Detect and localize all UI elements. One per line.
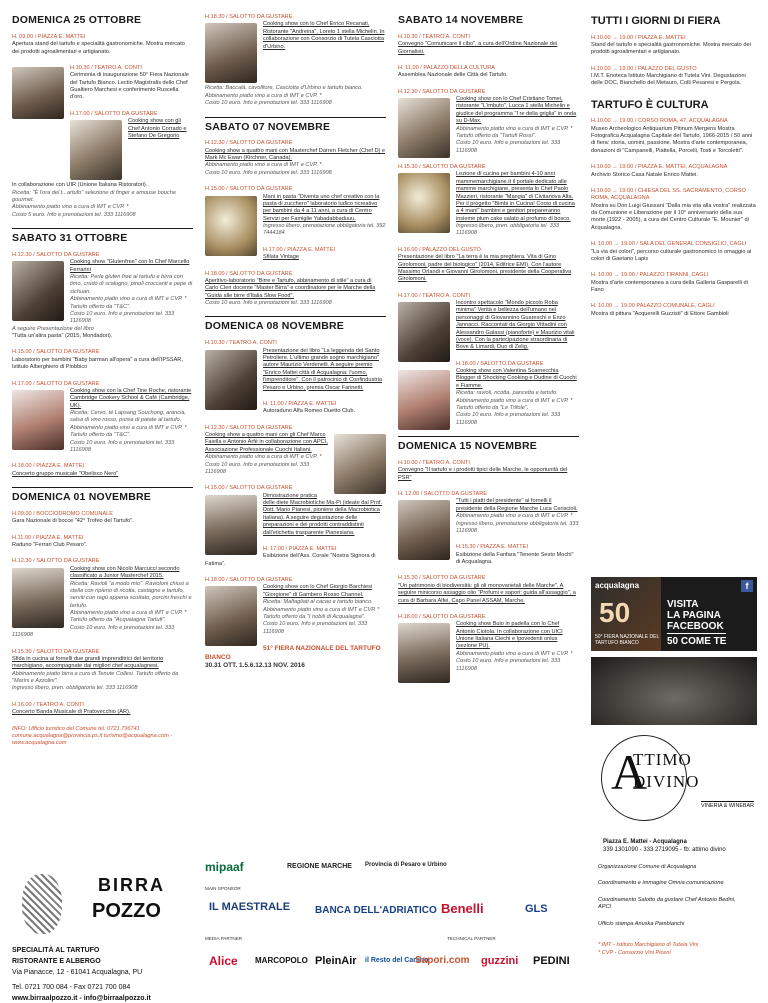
logo-letter: A	[611, 744, 648, 800]
credit-line: Coordinamento Salotto da gustare Chef Antonio Bedini, APCI	[598, 896, 736, 911]
credit-line: Coordinamento e immagine Omnia comunicazione	[598, 880, 724, 887]
carlino-logo: il Resto del Carlino	[365, 957, 429, 964]
event-text: Sfida in cucina ai fornelli due grandi imprenditrici del territorio marchigiano, accompagnate dai migliori chef acqualagnesi.	[12, 655, 164, 670]
legend	[598, 942, 748, 957]
banner-subtitle: 50° FIERA NAZIONALE DEL TARTUFO BIANCO	[595, 633, 660, 647]
day-heading: DOMENICA 08 NOVEMBRE	[205, 316, 386, 334]
event-time: H.10.30 / TEATRO A. CONTI	[70, 64, 142, 71]
info-contacts: INFO: Ufficio turistico del Comune tel. 0721.796741 comune.acqualagna@provincia.ps.it turismo@acqualagna.com - www.acqualagna.com	[12, 725, 173, 747]
logo-tagline: VINERIA & WINEBAR	[701, 803, 755, 809]
event-pairing: Abbinamento piatto vino a cura di IMT e CVP. * Tartufo offerto da "I nobili di Acqualagna".	[263, 606, 380, 620]
event	[205, 8, 386, 108]
ad-address	[603, 839, 726, 855]
event	[12, 702, 193, 717]
banca-adriatico-logo: BANCA DELL'ADRIATICO	[315, 905, 437, 916]
event-pairing: Abbinamento piatto vino a cura di IMT e CVP. *	[456, 650, 573, 657]
event-cost: Ingresso libero, prenotazione obbligatoria tel. 333 1116908	[456, 520, 579, 534]
section-label: MEDIA PARTNER	[205, 936, 243, 941]
event-text: Mani in pasta "Diventa uno chef creativo con la pasta di zucchero" laboratorio ludico ricreativo per bambini da 4 a 11 anni, a cura di Centro Servizi per Famiglie Yabadabbaduuu.	[263, 193, 380, 222]
event-text: Assemblea Nazionale delle Città del Tartufo.	[398, 72, 508, 79]
event-book: "Tutta un'altra pasta" (2015, Mondadori).	[12, 333, 113, 340]
event-recipe: Ricetta: Ravioli "a modo mio". Ravioloni chiusi a stella con ripieno di ricotta, castagne e tartufo, serviti con ragù appena scottato, porcini freschi e tartufo.	[70, 580, 192, 609]
event-pairing: Abbinamento piatto vino a cura di IMT e CVP. *	[205, 162, 322, 169]
event	[205, 577, 386, 636]
event-cost: Costo 10 euro. Info e prenotazioni tel. 333 1116908	[70, 310, 175, 325]
event	[398, 293, 579, 352]
event-time: H.10.00 / TEATRO A. CONTI	[398, 459, 470, 466]
event	[591, 241, 757, 263]
event	[398, 575, 579, 605]
event-text: Cooking show con la Chef Tine Roche, ristorante Cambridge Cookery School & Café (Cambridge, UK).	[70, 387, 192, 409]
event-pairing: Abbinamento piatto vino a cura di IMT e CVP. * Tartufo offerto da "T&C".	[70, 424, 187, 439]
hop-icon	[22, 874, 62, 934]
event-text: Gara Nazionale di bocce "42° Trofeo del Tartufo".	[12, 518, 134, 525]
legend-line: * IMT - Istituto Marchigiano di Tutela Vini	[598, 942, 699, 948]
event-time: H.12.30 / SALOTTO DA GUSTARE	[205, 424, 293, 431]
event-time: H.10.00 → 19.00 / PIAZZA E. MATTEI, ACQUALAGNA	[591, 164, 728, 171]
event-pairing: Abbinamento piatto vino a cura di IMT e CVP. * Tartufo offerto da "Acqualagna Tartufi".	[70, 610, 187, 624]
banner-image	[591, 577, 661, 651]
event-cost: Costo 10 euro. Info e prenotazioni tel. 333 1116908	[70, 439, 175, 453]
event-time: H. 11.00 / PALAZZO DELLA CULTURA	[398, 64, 495, 71]
event	[398, 164, 579, 238]
food-photo	[205, 495, 257, 555]
event	[591, 188, 757, 232]
event-text: Cooking show con Nicolò Marcucci secondo classificato a Junior Masterchef 2015.	[70, 565, 180, 580]
author-photo	[205, 350, 257, 410]
chef-photo	[70, 120, 122, 180]
event-text: Esibizione della Fanfara "Tenente Sesto Mochi" di Acqualagna.	[456, 551, 574, 566]
event	[398, 361, 579, 427]
event-text: Sfilata Vintage	[263, 254, 299, 261]
event	[591, 272, 757, 294]
event-text: Esibizione dell'Ass. Corale "Nostra Signora di Fatima".	[205, 553, 376, 567]
event	[398, 89, 579, 155]
event	[591, 66, 757, 88]
event-text: Presentazione del libro "La leggenda del Santo Petroliere. L'ultimo grande sogno marchigiano" autore Maurizio Verdenelli. A seguire premio "Enrico Mattei città di Acqualagna: l'uomo, l'imprenditore". Con il patrocinio di Confindustria Pesaro e Urbino, premia Oscar Farinetti.	[263, 347, 383, 391]
event	[205, 186, 386, 238]
event	[205, 340, 386, 392]
event-pairing: Abbinamento piatto vino a cura di IMT e CVP. *	[456, 513, 573, 520]
day-heading: DOMENICA 15 NOVEMBRE	[398, 436, 579, 454]
event-pairing: Abbinamento piatto birra a cura di Tenute Collesi. Tartufo offerto da "Marini e Azzolini".	[12, 670, 179, 685]
event-text: Cooking show "Glutenfree" con lo Chef Marcello Ferrarini	[70, 259, 190, 273]
event-recipe: Ricetta: Maltagliati al cacao e tartufo bianco.	[263, 599, 373, 606]
event-time: H.16.00 / PALAZZO DEL GUSTO	[398, 246, 481, 253]
event-time: H.15.30 / PIAZZA E. MATTEI	[456, 544, 529, 551]
event-time: H.12.30 / SALOTTO DA GUSTARE	[398, 88, 486, 95]
legend-line: * CVP - Consorzio Vini Piceni	[598, 949, 671, 956]
event-text: "La via dei colori", percorso culturale gastronomico in omaggio ai colori di Gaetano Lapis	[591, 248, 752, 262]
pleinair-logo: PleinAir	[315, 955, 357, 967]
event	[591, 303, 757, 318]
credit-line: Organizzazione Comune di Acqualagna	[598, 864, 697, 870]
event-time: H.15.00 / SALOTTO DA GUSTARE	[205, 485, 293, 492]
event-text: Archivio Storico Casa Natale Enrico Mattei.	[591, 171, 698, 178]
event	[205, 425, 386, 477]
event-time: H.18.30 / SALOTTO DA GUSTARE	[205, 14, 293, 20]
column-4	[591, 8, 757, 327]
event-text: "Tutti i piatti del presidente" ai fornelli il presidente della Regione Marche Luca Ceriscioli.	[456, 498, 578, 512]
event	[398, 34, 579, 56]
event-time: H. 11.00 / PIAZZA E. MATTEI	[263, 400, 337, 407]
pedini-logo: PEDINI	[533, 955, 570, 967]
event-time: H.10.00 → 19.00 / PALAZZO DEL GUSTO	[591, 65, 697, 72]
event-recipe: Ricetta: Cervo, té Lapsang Souchong, arancia, salsa di vino rosso, purea di patate al tartufo.	[70, 410, 186, 424]
event-time: H.15.30 / SALOTTO DA GUSTARE	[398, 164, 486, 171]
event-text: Aperitivo-laboratorio "Birre e Tartufo, abbinamento di stile" a cura di Carlo Cleri docente "Master Birra" e coordinatore per le Marche della "Guida alle birre d'Italia Slow Food".	[205, 277, 376, 299]
event-text: Incontro spettacolo "Mondo piccolo Roba minima" Verità e bellezza dell'umano nei personaggi di Giovannino Guareschi e Enzo Jannacci. Raccontati da Giorgio Vittadini con Alessandro Galassi (pianoforte) e Maurizio vitali (voce). Con la partecipazione straordinaria di Bove & Limardi, Duo di Zelig.	[456, 300, 575, 351]
banner-line: FACEBOOK	[667, 621, 724, 632]
event-cost: Costo 10 euro. Info e prenotazioni tel. 333 1116908	[205, 169, 332, 176]
event	[12, 511, 193, 526]
section-heading: TARTUFO È CULTURA	[591, 98, 709, 111]
banner-line: VISITA	[667, 599, 699, 610]
event-text: I.M.T. Enoteca Istituto Marchigiano di Tutela Vini. Degustazioni delle DOC, Bianchello del Metauro, Colli Pesaresi e Pergola.	[591, 73, 746, 87]
event	[12, 349, 193, 371]
event-time: H.18.00 / SALOTTO DA GUSTARE	[398, 613, 486, 620]
logo-word: POZZO	[92, 900, 161, 922]
event-time: H. 10.00 → 19.00 / SALA DEL GENERAL CONSIGLIO, CAGLI	[591, 241, 747, 248]
event-time: H.16.00 / TEATRO A. CONTI	[12, 701, 84, 708]
day-heading: SABATO 31 OTTOBRE	[12, 228, 193, 246]
event-time: H.17.00 / SALOTTO DA GUSTARE	[70, 110, 158, 117]
logo-word: DIVINO	[633, 772, 700, 791]
event	[12, 463, 193, 478]
banner-line: LA PAGINA	[667, 610, 721, 621]
event-time: H. 12.00 / SALOTTO DA GUSTARE	[398, 491, 488, 498]
banner-slogan: 50 COME TE	[667, 633, 726, 648]
event-text: Autoraduno Alfa Romeo Duetto Club.	[263, 408, 356, 415]
chef-photo	[398, 370, 450, 430]
chef-photo	[398, 623, 450, 683]
event-text: Cooking show con lo Chef Errico Recanati, Ristorante "Andreina", Loreto 1 stella Michelin. In collaborazione con Consorzio di Tutela Casciotta d'Urbino.	[263, 21, 385, 50]
president-photo	[398, 500, 450, 560]
event	[205, 140, 386, 177]
event-text: Cooking show Buio in padella con lo Chef Antonio Ciotola. In collaborazione con UICI Unione Italiana Ciechi e Ipovedenti onlus (sezione PU).	[456, 621, 563, 650]
event-cost: Costo 5 euro. Info e prenotazioni tel. 333 1116908	[12, 211, 136, 218]
event-time: H.10.00 → 19.00 / CORSO ROMA, 47, ACQUALAGNA	[591, 118, 728, 125]
event-cost: Ingresso libero, pren. obbligatoria tel. 333 1116908	[12, 685, 138, 692]
ad-line: RISTORANTE E ALBERGO	[12, 958, 101, 966]
ad-address-line: Piazza E. Mattei - Acqualagna	[603, 839, 687, 846]
guzzini-logo: guzzini	[481, 955, 519, 967]
event	[12, 649, 193, 693]
birra-logo	[12, 870, 193, 940]
event-pairing: Abbinamento piatto vino a cura di IMT e CVP. * Tartufo offerto da "T&C".	[70, 296, 187, 310]
event-time: H.17.00 / PIAZZA E. MATTEI	[263, 246, 336, 253]
event	[12, 111, 193, 219]
event-text: Museo Archeologico Antiquarium Pitinum Mergens Mostra Fotografica Acqualagna Capitale del Tartufo, 1966-2015 / 50 anni di fiera: storia, uomini, passione. Mostra d'arte contemporanea, donazioni di "Campanelli, Piattella, Porcelli, Tosti e Torcoletti".	[591, 125, 753, 154]
event-time: H.18.00 / PIAZZA E. MATTEI	[12, 463, 85, 470]
benelli-logo: Benelli	[441, 901, 484, 916]
event-text: Stand del tartufo e specialità gastronomiche. Mostra mercato dei prodotti agroalimentari e artigianato.	[591, 41, 751, 56]
event-time: H.12.30 / SALOTTO DA GUSTARE	[12, 558, 100, 565]
ad-line: Tel. 0721 700 084 - Fax 0721 700 084	[12, 983, 131, 991]
event-time: H.11.00 / PIAZZA E. MATTEI	[12, 534, 84, 541]
event	[591, 164, 757, 179]
event-text: Cooking show con gli Chef Antonio Corrado e Stefano De Gregorio	[128, 118, 187, 139]
section-heading: TUTTI I GIORNI DI FIERA	[591, 15, 721, 27]
event-text: Mostra d'arte contemporanea a cura della Galleria Gasparelli di Fano	[591, 279, 748, 294]
event-cost: Costo 10 euro. Info e prenotazioni tel. 333 1116908	[456, 412, 561, 426]
chef-photo	[12, 390, 64, 450]
event-text: "Un patrimonio di biodiversità: gli oli monovarietali delle Marche". A seguire minicorso assaggio olio "Profumi e sapori: guida all'assaggio", a cura di Barbara Alfei, Capo Panel ASSAM, Marche.	[398, 582, 576, 604]
event-text: Cooking show a quattro mani con Masterchef Darren Fletcher (Chef D) e Mark Mc Ewan (Kirchner, Canada).	[205, 147, 386, 162]
event-time: H. 10.00 → 19.00 / PALAZZO TIRANNI, CAGLI	[591, 272, 709, 279]
event-recipe: Ricetta: Baccalà, cavolfiore, Casciotta d'Urbino e tartufo bianco.	[205, 85, 363, 92]
speaker-photo	[398, 302, 450, 362]
event	[12, 381, 193, 455]
event-time: H.15.30 / SALOTTO DA GUSTARE	[398, 575, 486, 582]
ad-line: Via Pianacce, 12 - 61041 Acqualagna, PU	[12, 969, 143, 977]
kids-photo	[205, 196, 257, 256]
event-time: H.10.00 → 19.00 / CHIESA DEL SS. SACRAMENTO, CORSO ROMA, ACQUALAGNA	[591, 187, 746, 202]
event-cost: Ingresso libero, prenotazione obbligatoria tel. 392 7444184	[263, 223, 386, 237]
event-time: H.17.00 / TEATRO A. CONTI	[398, 292, 470, 299]
event-text: Cerimonia di inaugurazione 50° Fiera Nazionale del Tartufo Bianco. Lectio Magistralis dello Chef Gualtiero Marchesi e conferimento Ruscella d'oro.	[70, 72, 189, 101]
credit-line: Ufficio stampa Anuska Pambianchi	[598, 920, 685, 927]
sponsor-area	[205, 856, 579, 986]
facebook-banner[interactable]	[591, 577, 757, 651]
event-text: Cooking show con lo Chef Cristiano Tomei, ristorante "L'imbuto", Lucca 1 stella Michelin e giudice del programma "I re della griglia" in onda su D-Max.	[456, 96, 577, 125]
fair-next-dates: 30.31 OTT. 1.5.6.12.13 NOV. 2016	[205, 662, 305, 670]
day-heading: SABATO 14 NOVEMBRE	[398, 14, 524, 26]
event-text: Convegno "Il tartufo e i prodotti tipici delle Marche, le opportunità del PSR"	[398, 467, 568, 481]
event-time: H. 09.00 / PIAZZA E. MATTEI	[12, 33, 86, 40]
truffle-photo	[591, 657, 757, 725]
day-heading: SABATO 07 NOVEMBRE	[205, 117, 386, 135]
event-time: H.15.00 / SALOTTO DA GUSTARE	[12, 349, 100, 356]
event-time: H.18.00 / SALOTTO DA GUSTARE	[456, 360, 544, 367]
event-text: Apertura stand del tartufo e specialità gastronomiche. Mostra mercato dei prodotti agroalimentari e artigianato.	[12, 41, 185, 55]
event-pairing: Abbinamento piatto vino a cura di IMT e CVP. *	[205, 92, 322, 99]
event-recipe: Ricetta: Perle gluten free al tartufo e birra con timo, crudo di scalogno, pinoli croccanti e pepe di sichuan.	[70, 274, 193, 295]
event-text: Mostra su Don Luigi Giussani "Dalla mia vita alla vostra" realizzata da Comunione e Liberazione per il 10° anniversario della sua morte (1922 - 2005), a cura del Centro Culturale "E. Mounier" di Acqualagna.	[591, 202, 756, 231]
day-heading: DOMENICA 01 NOVEMBRE	[12, 487, 193, 505]
credits	[598, 864, 748, 937]
chef-photo	[12, 568, 64, 628]
event	[12, 252, 193, 341]
event	[398, 614, 579, 673]
event-text: Cooking show a quattro mani con gli Chef Marco Faiella e Antonio Arfè in collaborazione con APCI, Associazione Professionale Cuochi Italiani.	[205, 432, 328, 453]
event-time: H. 10.00 → 19.00 PALAZZO COMUNALE, CAGLI	[591, 303, 715, 310]
event-text: Laboratorio per bambini "Baby barman all'opera" a cura dell'IPSSAR, Istituto Alberghiero di Piobbico	[12, 356, 183, 371]
event	[12, 34, 193, 56]
event-text: Presentazione del libro "La terra è la mia preghiera. Vita di Gino Girolomoni, padre del biologico" (2014, Editrice EMI). Con l'autore Massimo Orlandi e Giovanni Girolomoni, presidente della Cooperativa Girolomoni.	[398, 254, 572, 283]
event-text: Concerto gruppo musicale "Obelisco Nero"	[12, 470, 119, 477]
maestrale-logo: IL MAESTRALE	[209, 901, 291, 913]
column-2	[205, 8, 386, 671]
gls-logo: GLS	[525, 903, 548, 915]
mipaaf-logo: mipaaf	[205, 860, 244, 874]
logo-word: TTIMO	[633, 750, 692, 769]
event-cost: Costo 10 euro. Info e prenotazioni tel. 333 1116908	[205, 300, 332, 307]
chef-photo	[12, 67, 64, 119]
event-cost: Costo 10 euro. Info e prenotazioni tel. 333 1116908	[456, 658, 561, 672]
event-text: Cooking show con Valentina Scarnecchia Blogger di Shocking Cooking e Dudine di Cuochi e Fiamme.	[456, 368, 577, 389]
day-heading: DOMENICA 25 OTTOBRE	[12, 14, 142, 26]
chef-photo	[205, 586, 257, 646]
marcopolo-logo: MARCOPOLO	[255, 956, 308, 965]
event	[398, 460, 579, 482]
event-text: Concerto Banda Musicale di Pratovecchio (AR).	[12, 709, 131, 716]
event-pairing: Abbinamento piatto vino a cura di IMT e CVP. *	[205, 454, 322, 461]
event	[205, 271, 386, 308]
column-1	[12, 8, 193, 748]
column-3	[398, 8, 579, 685]
event-pairing: Abbinamento piatto vino a cura di IMT e CVP. * Tartufo offerto da "Tartufi Rossi".	[456, 125, 573, 139]
event-time: H.12.30 / SALOTTO DA GUSTARE	[12, 251, 100, 258]
regione-logo: REGIONE MARCHE	[287, 863, 352, 870]
banner-anniversary: 50	[599, 597, 631, 628]
event-text: Convegno "Comunicare il cibo", a cura dell'Ordine Nazionale dei Giornalisti.	[398, 41, 558, 55]
event-time: H.10.30 / TEATRO A. CONTI	[398, 33, 470, 40]
event	[398, 65, 579, 80]
event-text: In collaborazione con UIR (Unione Italiana Ristoratori).	[12, 182, 148, 189]
provincia-logo: Provincia di Pesaro e Urbino	[365, 862, 447, 868]
event-time: H.18.00 / SALOTTO DA GUSTARE	[205, 577, 293, 584]
chef-photo	[334, 434, 386, 494]
event-cost: Ingresso libero, pren. obbligatoria tel. 333 1116908	[456, 223, 559, 237]
event	[12, 65, 193, 102]
chef-photo	[205, 23, 257, 83]
ad-address-line: 339 1301090 - 333 2719095 - fb: attimo divino	[603, 847, 726, 854]
event	[12, 535, 193, 550]
chef-photo	[12, 261, 64, 321]
section-label: TECHNICAL PARTNER	[447, 936, 496, 941]
event-time: H.15.30 / SALOTTO DA GUSTARE	[12, 648, 100, 655]
ad-line: www.birraalpozzo.it - info@birraalpozzo.it	[12, 994, 151, 1002]
event-pairing: Abbinamento piatto vino a cura di IMT e CVP. * Tartufo offerto da "Le Trifole".	[456, 397, 573, 411]
alice-logo: Alice	[209, 954, 238, 968]
event-text: Cooking show con lo Chef Giorgio Barchiesi "Giorgione" di Gambero Rosso Channel.	[263, 584, 373, 598]
event-time: H.18.00 / SALOTTO DA GUSTARE	[205, 270, 293, 277]
event-cost: Costo 10 euro. Info e prenotazioni tel. 333 1116908	[205, 461, 310, 475]
banner-text	[667, 599, 724, 632]
facebook-icon: f	[741, 580, 753, 592]
event	[591, 35, 757, 57]
event-cost: Costo 10 euro. Info e prenotazioni tel. 333 1116908	[263, 621, 368, 635]
event-cost: Costo 10 euro. Info e prenotazioni tel. 333 1116908	[456, 140, 561, 154]
event-recipe: Ricetta: "È l'ora del t...artufo" selezione di finger e amouse bouche gourmet.	[12, 189, 176, 203]
event-time: H.09.00 / BOCCIODROMO COMUNALE	[12, 510, 114, 517]
event	[398, 491, 579, 535]
section-label: MAIN SPONSOR	[205, 886, 241, 891]
event	[12, 558, 193, 639]
event-recipe: Ricetta: ravioli, ricotta, pancetta e tartufo.	[456, 390, 558, 397]
logo-word: BIRRA	[98, 875, 165, 895]
event-time: H.15.00 / SALOTTO DA GUSTARE	[205, 186, 293, 193]
event-cost: Costo 10 euro. Info e prenotazioni tel. 333 1116908	[12, 624, 175, 639]
logo-mamme-marchigiane	[398, 173, 450, 233]
event-time: H.12.30 / SALOTTO DA GUSTARE	[205, 140, 293, 147]
event-pairing: Abbinamento piatto vino a cura di IMT e CVP. *	[12, 204, 129, 211]
event	[398, 247, 579, 284]
fair-next-edition: 51° FIERA NAZIONALE DEL TARTUFO BIANCO	[205, 645, 381, 661]
attimo-divino-ad	[591, 731, 757, 857]
event-time: H. 17.00 / PIAZZA E. MATTEI	[263, 545, 337, 552]
event-text: Dimostrazione pratica delle diete Macrobiotiche Ma-Pi (ideate dal Prof. Dott. Mario Pianesi, pioniere della Macrobiotica Italiana). A seguire degustazione delle preparazioni e dei prodotti contraddistinti dall'etichetta trasparente Pianesiana.	[263, 492, 383, 536]
event-follow: A seguire Presentazione del libro	[12, 325, 94, 332]
chef-photo	[398, 98, 450, 158]
event-text: Lezione di cucina per bambini 4-10 anni mammemarchigiane.it il portale dedicato alle mamme marchigiane, presenta lo Chef Paolo Mazzieri, ristorante "Mangia" di Civitanova Alta. Per il progetto "Bimbi in Cucina! Corso di cucina a 4 mani" bambini e genitori prepareranno insieme plum cake salato al profumo di bosco.	[456, 171, 575, 222]
event-time: H.17.00 / SALOTTO DA GUSTARE	[12, 380, 100, 387]
sapori-logo: Sapori.com	[415, 955, 470, 966]
event-time: H.10.30 / TEATRO A. CONTI	[205, 340, 277, 347]
event-time: H.10.00 → 19.00 / PIAZZA E. MATTEI	[591, 34, 686, 41]
event	[591, 118, 757, 155]
birra-al-pozzo-ad	[12, 870, 193, 1003]
acqualagna-logo: acqualagna	[595, 581, 640, 590]
event-text: Raduno "Ferrari Club Pesaro".	[12, 542, 88, 549]
event-cost: Costo 10 euro. Info e prenotazioni tel. 333 1116908	[205, 100, 332, 107]
event-text: Mostra di pittura "Acquerelli Guzzisti" di Ettore Gambioli	[591, 310, 729, 317]
ad-special: SPECIALITÀ AL TARTUFO	[12, 947, 100, 954]
